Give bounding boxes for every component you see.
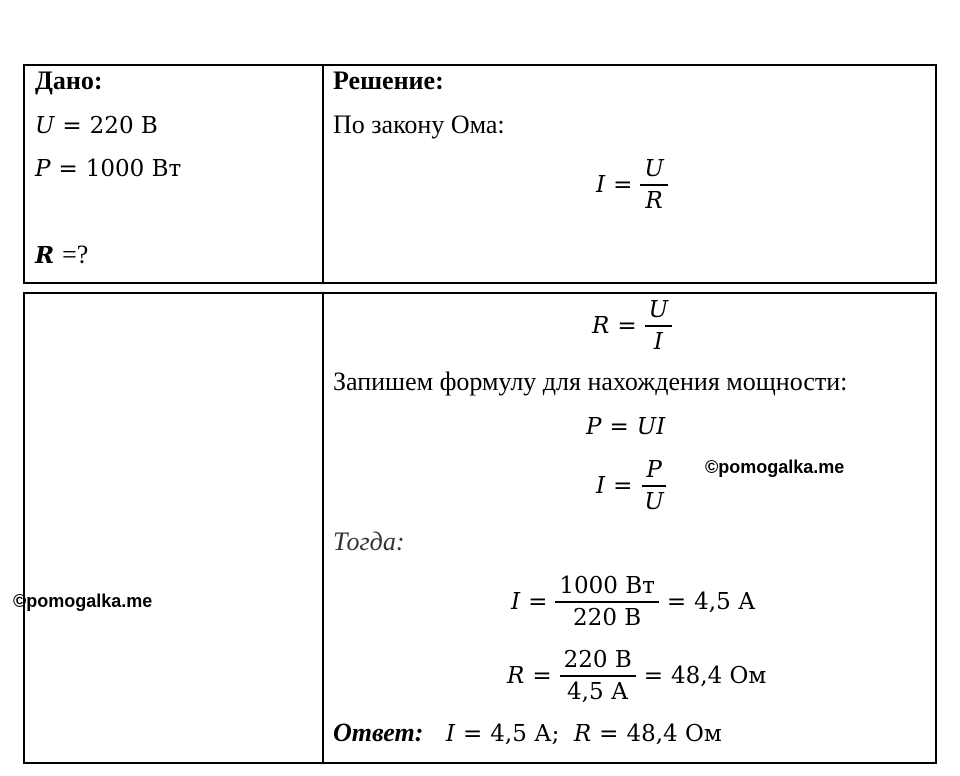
answer-line: Ответ: I = 4,5 А; R = 48,4 Ом: [333, 718, 722, 747]
given-unknown: R =?: [35, 240, 89, 269]
current-formula: I = $\frac{P}{U}$: [596, 452, 668, 520]
then-label: Тогда:: [333, 527, 405, 556]
watermark-left: ©pomogalka.me: [13, 591, 153, 611]
bottom-table-divider: [322, 294, 324, 762]
bottom-table: [23, 292, 937, 764]
given-line-power: P = 1000 Вт: [35, 156, 182, 182]
solution-header: Решение:: [333, 66, 444, 95]
ohm-law-intro: По закону Ома:: [333, 110, 505, 139]
resistance-formula: R = $\frac{U}{I}$: [592, 292, 672, 360]
given-header: Дано:: [35, 66, 103, 95]
resistance-calculation: R = $\frac{220 В}{4,5 А}$ = 48,4 Ом: [507, 646, 767, 705]
current-calculation: I = $\frac{1000 Вт}{220 В}$ = 4,5 А: [511, 572, 756, 631]
answer-label: Ответ:: [333, 718, 424, 747]
top-table-divider: [322, 66, 324, 282]
power-formula: P = UI: [586, 414, 666, 440]
power-intro: Запишем формулу для нахождения мощности:: [333, 367, 848, 396]
given-line-voltage: U = 220 В: [35, 113, 158, 139]
ohm-law-formula: I = $\frac{U}{R}$: [596, 150, 668, 220]
watermark-right: ©pomogalka.me: [705, 457, 845, 477]
